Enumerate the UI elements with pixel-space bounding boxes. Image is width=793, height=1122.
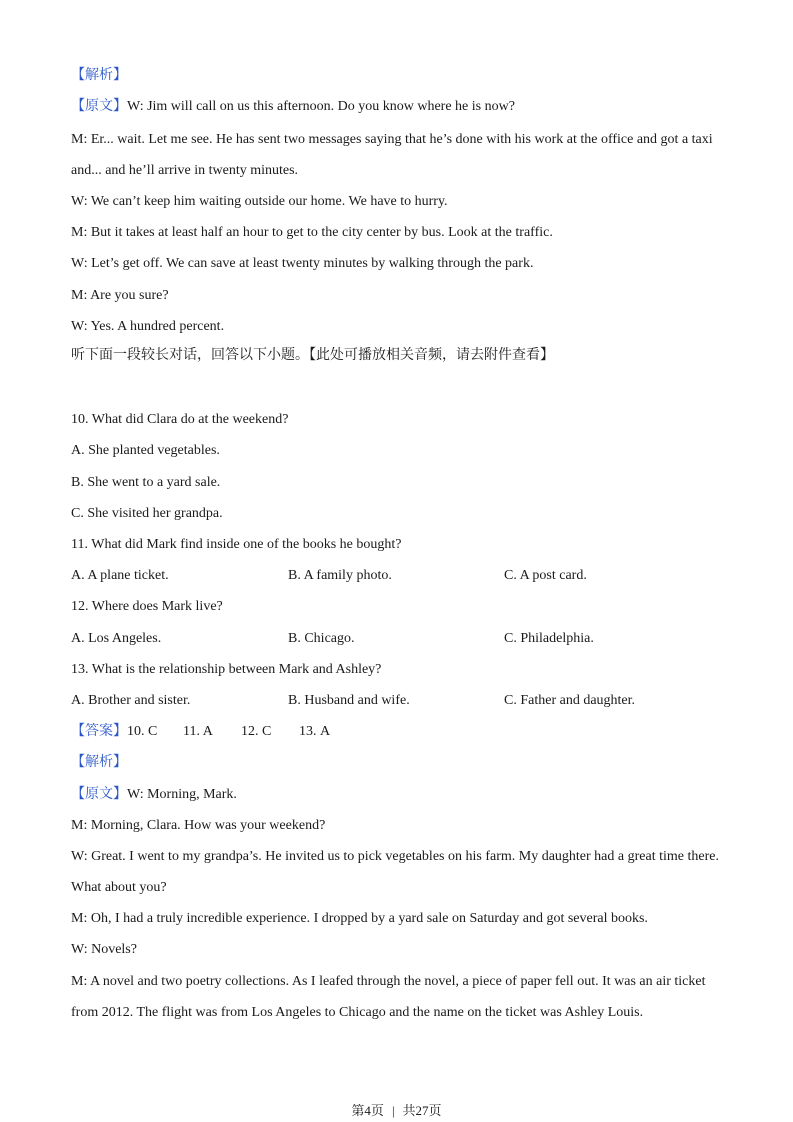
question-10-option-b: B. She went to a yard sale. — [71, 475, 221, 490]
transcript2-line-5: M: Oh, I had a truly incredible experience. I dropped by a yard sale on Saturday and got several books. — [71, 911, 648, 926]
question-11-option-c: C. A post card. — [504, 568, 587, 583]
analysis-label-2: 【解析】 — [71, 755, 127, 770]
transcript-label-1: 【原文】 — [71, 99, 127, 114]
question-12-option-c: C. Philadelphia. — [504, 631, 594, 646]
answer-13: 13. A — [299, 724, 331, 739]
listening-instruction: 听下面一段较长对话，回答以下小题。【此处可播放相关音频，请去附件查看】 — [71, 348, 554, 363]
transcript-line-4: W: We can’t keep him waiting outside our home. We have to hurry. — [71, 194, 448, 209]
question-11-option-b: B. A family photo. — [288, 568, 392, 583]
answer-line — [71, 723, 733, 741]
transcript-label-2: 【原文】 — [71, 787, 127, 802]
footer-separator: | — [391, 1103, 395, 1118]
transcript2-line-7: M: A novel and two poetry collections. As I leafed through the novel, a piece of paper fell out. It was an air ticket — [71, 974, 706, 989]
question-12-option-b: B. Chicago. — [288, 631, 355, 646]
answer-12: 12. C — [241, 724, 272, 739]
transcript-line-8: W: Yes. A hundred percent. — [71, 319, 225, 334]
question-12: 12. Where does Mark live? — [71, 599, 223, 614]
question-13: 13. What is the relationship between Mark and Ashley? — [71, 662, 382, 677]
page-total: 共27页 — [402, 1103, 442, 1118]
transcript2-line-2: M: Morning, Clara. How was your weekend? — [71, 818, 326, 833]
transcript-line-1: 【原文】W: Jim will call on us this afternoon. Do you know where he is now? — [71, 99, 515, 114]
question-11: 11. What did Mark find inside one of the books he bought? — [71, 537, 402, 552]
question-13-option-c: C. Father and daughter. — [504, 693, 636, 708]
transcript-line-6: W: Let’s get off. We can save at least twenty minutes by walking through the park. — [71, 256, 534, 271]
question-10-option-a: A. She planted vegetables. — [71, 443, 220, 458]
transcript2-line-6: W: Novels? — [71, 942, 137, 957]
transcript2-line-8: from 2012. The flight was from Los Angeles to Chicago and the name on the ticket was Ashley Louis. — [71, 1005, 644, 1020]
transcript-line-7: M: Are you sure? — [71, 288, 169, 303]
transcript2-line-4: What about you? — [71, 880, 167, 895]
answer-10: 10. C — [127, 724, 158, 739]
question-13-option-b: B. Husband and wife. — [288, 693, 410, 708]
question-13-option-a: A. Brother and sister. — [71, 693, 191, 708]
question-11-option-a: A. A plane ticket. — [71, 568, 169, 583]
question-10-option-c: C. She visited her grandpa. — [71, 506, 223, 521]
transcript-line-3: and... and he’ll arrive in twenty minutes. — [71, 163, 299, 178]
answer-11: 11. A — [183, 724, 213, 739]
page-number: 第4页 — [351, 1103, 384, 1118]
transcript2-line-3: W: Great. I went to my grandpa’s. He invited us to pick vegetables on his farm. My daughter had a great time there. — [71, 849, 719, 864]
transcript-line-2: M: Er... wait. Let me see. He has sent two messages saying that he’s done with his work at the office and got a taxi — [71, 132, 713, 147]
page-footer — [0, 1103, 793, 1119]
transcript2-line-1: 【原文】W: Morning, Mark. — [71, 787, 237, 802]
answer-label: 【答案】 — [71, 724, 127, 739]
transcript-line-5: M: But it takes at least half an hour to get to the city center by bus. Look at the traffic. — [71, 225, 553, 240]
question-10: 10. What did Clara do at the weekend? — [71, 412, 289, 427]
analysis-label-1: 【解析】 — [71, 68, 127, 83]
question-12-option-a: A. Los Angeles. — [71, 631, 162, 646]
